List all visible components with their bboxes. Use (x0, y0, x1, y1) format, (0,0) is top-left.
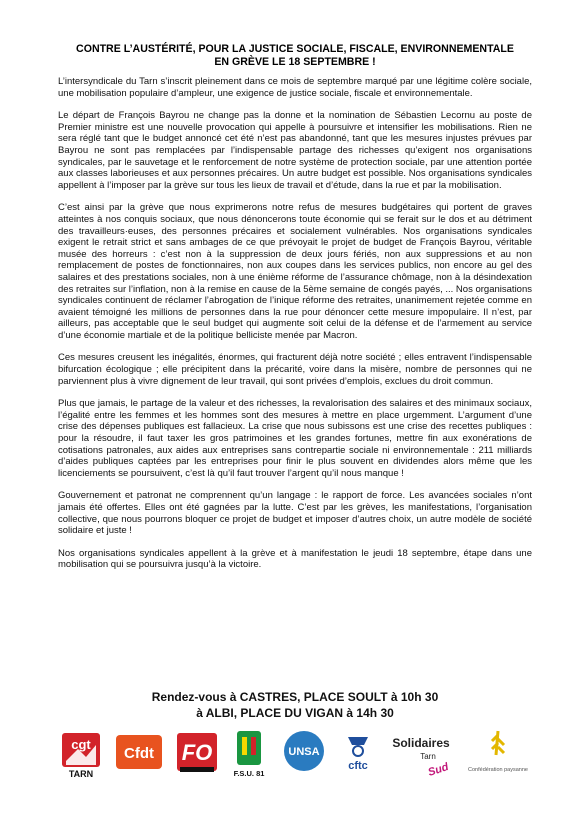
title-line-2: EN GRÈVE LE 18 SEPTEMBRE ! (214, 56, 376, 68)
fo-logo (174, 727, 220, 779)
rendezvous-albi: à ALBI, PLACE DU VIGAN à 14h 30 (196, 706, 394, 720)
rendezvous-castres: Rendez-vous à CASTRES, PLACE SOULT à 10h 30 (151, 690, 439, 704)
rendezvous-block (58, 689, 532, 721)
unsa-logo-text: UNSA (288, 746, 320, 758)
paragraph: L’intersyndicale du Tarn s’inscrit pleinement dans ce mois de septembre marqué par une légitime colère sociale, une mobilisation populaire d’ampleur, une exigence de justice sociale, fiscale et environnementale. (58, 76, 532, 99)
cfdt-logo (114, 727, 164, 779)
solidaires-logo (388, 727, 454, 779)
cgt-logo-text: cgt (71, 737, 91, 752)
unsa-logo (280, 727, 328, 779)
cftc-logo-text: cftc (348, 760, 368, 772)
fsu-logo (228, 727, 270, 779)
paragraph: Plus que jamais, le partage de la valeur et des richesses, la revalorisation des salaires et des minimaux sociaux, l’égalité entre les femmes et les hommes sont des mesures à mettre en place urgemment. L’argument d’une crise des dépenses publiques est fallacieux. La crise que nous subissons est une crise des recettes publiques : pour la résoudre, il faut taxer les gros patrimoines et les grandes fortunes, mettre fin aux exonérations de cotisations patronales, aux aides aux entreprises sans contrepartie sociale ni environnementale : 211 milliards d’aides publiques captées par les entreprises pour finir le plus souvent en dividendes alors même que les licenciements se poursuivent, c’est là qu’il faut trouver l’argent qu’il nous manque ! (58, 398, 532, 479)
paragraph: Nos organisations syndicales appellent à la grève et à manifestation le jeudi 18 septembre, étape dans une mobilisation qui se poursuivra jusqu’à la victoire. (58, 547, 532, 571)
paragraph: Gouvernement et patronat ne comprennent qu’un langage : le rapport de force. Les avancées sociales n’ont jamais été offertes. Elles ont été gagnées par la lutte. C’est par les grèves, les manifestations, l’organisation collective, que nous pourrons bloquer ce projet de budget et imposer d’autres choix, un autre modèle de société solidaire et juste ! (58, 490, 532, 537)
document-title (58, 43, 532, 69)
fo-logo-text: FO (181, 740, 213, 765)
paragraph: C’est ainsi par la grève que nous exprimerons notre refus de mesures budgétaires qui portent de graves atteintes à nos conquis sociaux, que nous dénoncerons toute économie qui se ferait sur le dos et au détriment des travailleurs·euses, des personnes précaires et socialement vulnérables. Nos organisations syndicales exigent le retrait strict et sans ambages de ce que prévoyait le projet de budget de François Bayrou, véritable musée des horreurs : c’est non à la suppression de deux jours fériés, non aux suppressions et au non remplacement de postes de fonctionnaires, non aux coupes dans les services publics, non encore au gel des salaires et des prestations sociales, non à une énième réforme de l’assurance chômage, non à la désindexation des retraites sur l’inflation, non à la remise en cause de la 5ème semaine de congés payés, ... Nos organisations syndicales continuent de réclamer l’abrogation de l’inique réforme des retraites, unanimement rejetée comme en avaient témoigné les millions de personnes dans la rue pour dénoncer cette mesure impopulaire. Il n’est, par ailleurs, pas acceptable que le seul budget qui augmente soit celui de la défense et de l’armement au service d’une économie martiale et de la politique belliciste menée par Macron. (58, 202, 532, 341)
solidaires-logo-text: Solidaires (392, 736, 450, 750)
solidaires-logo-accent: Sud (426, 761, 451, 779)
cfdt-logo-text: Cfdt (124, 745, 154, 762)
confederation-paysanne-logo-text: Confédération paysanne (468, 767, 528, 773)
union-logos-row (58, 727, 532, 779)
title-line-1: CONTRE L’AUSTÉRITÉ, POUR LA JUSTICE SOCIALE, FISCALE, ENVIRONNEMENTALE (76, 43, 514, 55)
cgt-logo (58, 727, 104, 779)
cgt-logo-sub: TARN (68, 769, 94, 779)
fsu-logo-text: F.S.U. 81 (233, 769, 265, 778)
cftc-logo (338, 727, 378, 779)
solidaires-logo-sub: Tarn (420, 752, 436, 761)
document-body (58, 76, 532, 582)
paragraph: Ces mesures creusent les inégalités, énormes, qui fracturent déjà notre société ; elles entravent l’indispensable bifurcation écologique ; elle précipitent dans la précarité, voire dans la misère, nombre de personnes qui ne parviennent plus à vivre dignement de leur travail, qui sont privées d’emplois, exclues du droit commun. (58, 352, 532, 387)
paragraph: Le départ de François Bayrou ne change pas la donne et la nomination de Sébastien Lecornu au poste de Premier ministre est une nouvelle provocation qui appelle à poursuivre et intensifier les mobilisations. Rien ne sera réglé tant que le budget annoncé cet été n’est pas abandonné, tant que les mesures injustes prévues par Bayrou ne sont pas remplacées par l’indispensable partage des richesses qu’exigent nos organisations syndicales, par le sauvetage et le renforcement de notre système de protection sociale, par une attention portée aux classes laborieuses et aux personnes précaires. Un autre budget est possible. Nos organisations syndicales appellent à l’imposer par la grève sur tous les lieux de travail et d’étude, dans la rue et par la mobilisation. (58, 110, 532, 191)
confederation-paysanne-logo (466, 727, 530, 779)
